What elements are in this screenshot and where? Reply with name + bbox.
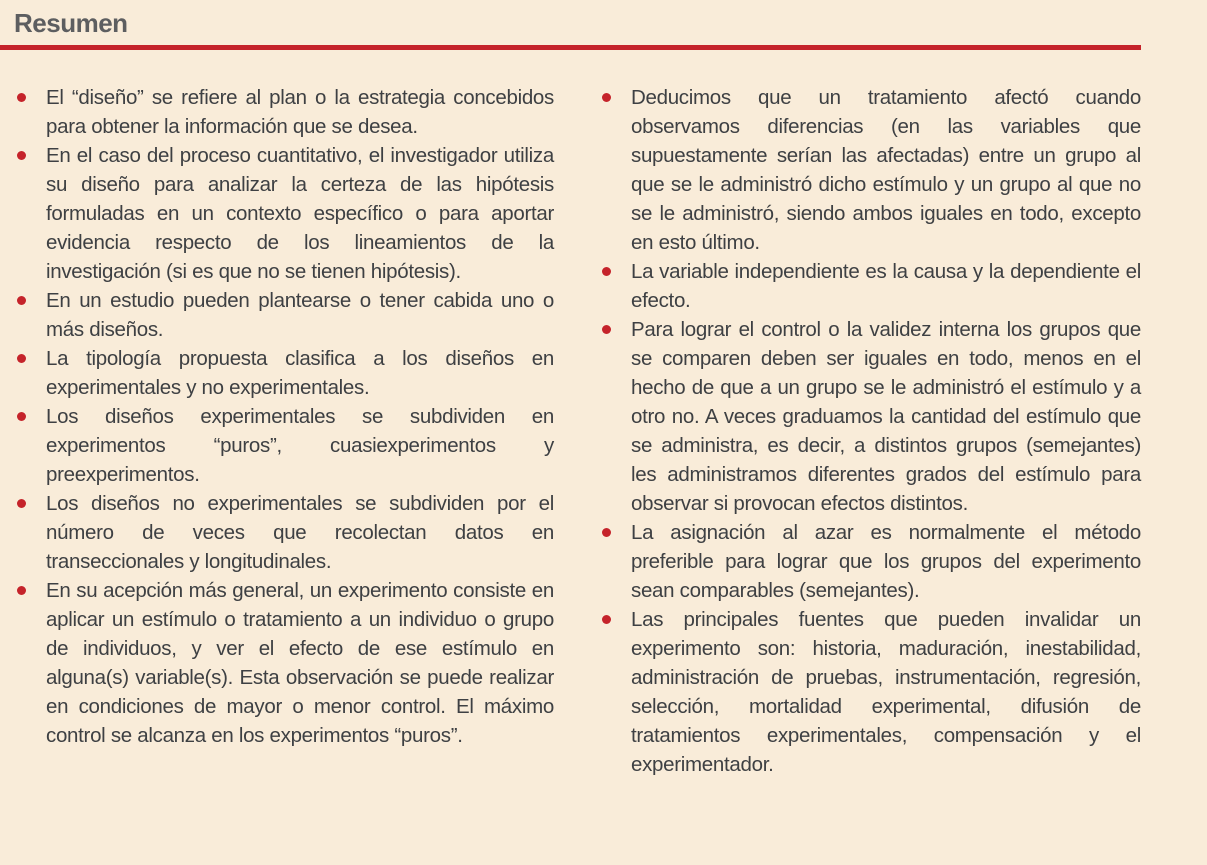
bullet-icon [17,412,26,421]
right-column [585,83,1141,779]
section-title: Resumen [14,8,128,38]
bullet-icon [602,267,611,276]
bullet-icon [17,499,26,508]
list-item [0,83,554,141]
bullet-icon [602,615,611,624]
bullet-text: Los diseños no experimentales se subdividen por el número de veces que recolectan datos en transeccionales y longitudinales. [46,492,554,573]
list-item [585,605,1141,779]
list-item [585,257,1141,315]
bullet-text: Los diseños experimentales se subdividen en experimentos “puros”, cuasiexperimentos y preexperimentos. [46,405,554,486]
list-item [585,83,1141,257]
bullet-text: Las principales fuentes que pueden invalidar un experimento son: historia, maduración, inestabilidad, administración de pruebas, instrumentación, regresión, selección, mortalidad experimental, difusión de tratamientos experimentales, compensación y el experimentador. [631,608,1141,776]
list-item [0,489,554,576]
list-item [0,141,554,286]
bullet-icon [602,528,611,537]
bullet-text: Para lograr el control o la validez interna los grupos que se comparen deben ser iguales en todo, menos en el hecho de que a un grupo se le administró el estímulo y a otro no. A veces graduamos la cantidad del estímulo que se administra, es decir, a distintos grupos (semejantes) les administramos diferentes grados del estímulo para observar si provocan efectos distintos. [631,318,1141,515]
bullet-text: El “diseño” se refiere al plan o la estrategia concebidos para obtener la información que se desea. [46,86,554,138]
list-item [585,315,1141,518]
bullet-icon [602,325,611,334]
left-column [0,83,554,750]
header-rule [0,45,1141,50]
list-item [0,344,554,402]
bullet-text: En un estudio pueden plantearse o tener cabida uno o más diseños. [46,289,554,341]
bullet-icon [17,296,26,305]
bullet-icon [17,354,26,363]
bullet-text: En el caso del proceso cuantitativo, el investigador utiliza su diseño para analizar la certeza de las hipótesis formuladas en un contexto específico o para aportar evidencia respecto de los lineamientos de la investigación (si es que no se tienen hipótesis). [46,144,554,283]
bullet-icon [17,93,26,102]
bullet-icon [602,93,611,102]
bullet-text: La tipología propuesta clasifica a los diseños en experimentales y no experimentales. [46,347,554,399]
bullet-text: La variable independiente es la causa y la dependiente el efecto. [631,260,1141,312]
bullet-text: La asignación al azar es normalmente el método preferible para lograr que los grupos del experimento sean comparables (semejantes). [631,521,1141,602]
bullet-text: En su acepción más general, un experimento consiste en aplicar un estímulo o tratamiento a un individuo o grupo de individuos, y ver el efecto de ese estímulo en alguna(s) variable(s). Esta observación se puede realizar en condiciones de mayor o menor control. El máximo control se alcanza en los experimentos “puros”. [46,579,554,747]
list-item [0,402,554,489]
bullet-icon [17,586,26,595]
bullet-text: Deducimos que un tratamiento afectó cuando observamos diferencias (en las variables que supuestamente serían las afectadas) entre un grupo al que se le administró dicho estímulo y un grupo al que no se le administró, siendo ambos iguales en todo, excepto en esto último. [631,86,1141,254]
two-column-content [0,83,1141,779]
list-item [0,286,554,344]
list-item [585,518,1141,605]
bullet-icon [17,151,26,160]
list-item [0,576,554,750]
